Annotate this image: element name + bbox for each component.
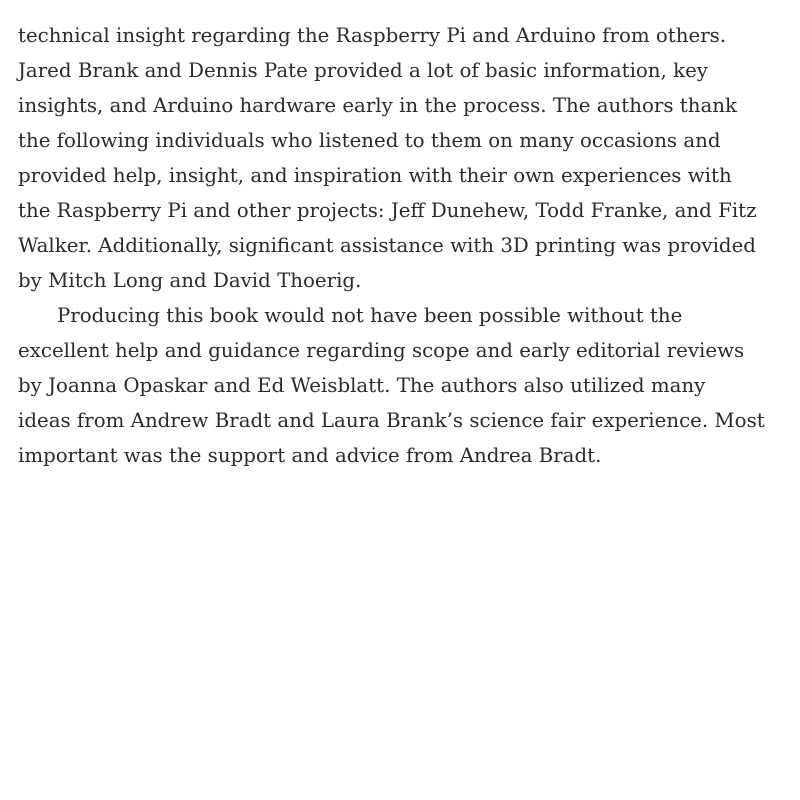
paragraph-line: the Raspberry Pi and other projects: Jeff Dunehew, Todd Franke, and Fitz: [18, 199, 757, 222]
paragraph-line: provided help, insight, and inspiration with their own experiences with: [18, 164, 732, 187]
paragraph-line: insights, and Arduino hardware early in the process. The authors thank: [18, 94, 737, 117]
paragraph-line: Jared Brank and Dennis Pate provided a lot of basic information, key: [18, 59, 708, 82]
paragraph-line: excellent help and guidance regarding scope and early editorial reviews: [18, 339, 745, 362]
paragraph-line: the following individuals who listened to them on many occasions and: [18, 129, 721, 152]
paragraph-line: Producing this book would not have been possible without the: [57, 304, 683, 327]
paragraph-line: ideas from Andrew Bradt and Laura Brank’s science fair experience. Most: [18, 409, 765, 432]
cut-off-line: [18, 0, 782, 18]
paragraph-line: Walker. Additionally, significant assistance with 3D printing was provided: [18, 234, 756, 257]
paragraph-line: by Mitch Long and David Thoerig.: [18, 269, 362, 292]
paragraph-1: [18, 18, 782, 298]
paragraph-2: [18, 298, 782, 473]
paragraph-line: technical insight regarding the Raspberry Pi and Arduino from others.: [18, 24, 727, 47]
body-text: [18, 0, 782, 473]
paragraph-line: important was the support and advice from Andrea Bradt.: [18, 444, 602, 467]
paragraph-line: by Joanna Opaskar and Ed Weisblatt. The authors also utilized many: [18, 374, 706, 397]
